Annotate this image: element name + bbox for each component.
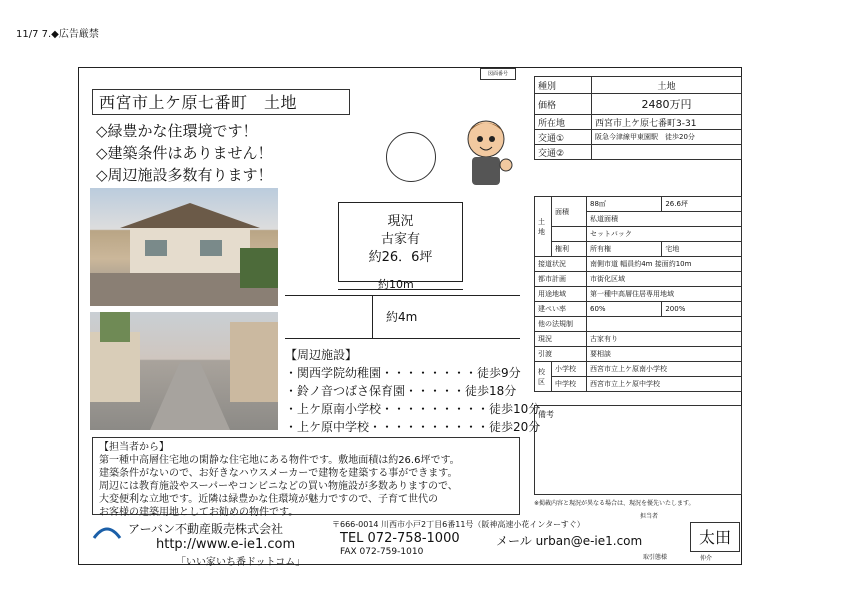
- north-arrow-icon: [387, 133, 435, 181]
- handover-value: 要相談: [587, 347, 742, 362]
- feature-bullets: [96, 120, 273, 186]
- company-slogan: 「いい家いち番ドットコム」: [176, 557, 306, 568]
- traffic-label: 交通①: [535, 130, 592, 145]
- private-road-label: 私道面積: [587, 212, 742, 227]
- road-dimension-line: [372, 296, 373, 338]
- use-value: 第一種中高層住居専用地域: [587, 287, 742, 302]
- disclaimer: ※掲載内容と現況が異なる場合は、現況を優先いたします。: [534, 500, 695, 507]
- surroundings-title: 【周辺施設】: [285, 348, 358, 362]
- other-label: 他の法規制: [535, 317, 587, 332]
- area-value: 88㎡: [587, 197, 662, 212]
- use-label: 用途地域: [535, 287, 587, 302]
- fee-label: 仲介: [700, 555, 713, 562]
- status-label: 現況: [535, 332, 587, 347]
- road-value: 南側市道 幅員約4m 接面約10m: [587, 257, 742, 272]
- city-plan-label: 都市計画: [535, 272, 587, 287]
- facility-item: ・上ケ原南小学校・・・・・・・・・徒歩10分: [285, 402, 541, 416]
- traffic-value: 阪急今津線甲東園駅 徒歩20分: [592, 130, 742, 145]
- comment-line: 周辺には教育施設やスーパーやコンビニなどの買い物施設が多数ありますので、: [99, 481, 458, 492]
- traffic2-label: 交通②: [535, 145, 592, 160]
- drawing-number-box: 図面番号: [480, 68, 516, 80]
- city-plan-value: 市街化区域: [587, 272, 742, 287]
- property-summary: [534, 76, 742, 160]
- location-label: 所在地: [535, 115, 592, 130]
- company-name: アーバン不動産販売株式会社: [128, 522, 284, 536]
- staff-name: 太田: [690, 522, 740, 552]
- street-illustration: [90, 312, 278, 430]
- house-photo: [90, 188, 278, 306]
- junior-value: 西宮市立上ケ原中学校: [587, 377, 742, 392]
- setback-label: セットバック: [587, 227, 742, 242]
- note-label: 備考: [538, 410, 554, 419]
- location-value: 西宮市上ケ原七番町3-31: [592, 115, 742, 130]
- bcr-label: 建ぺい率: [535, 302, 587, 317]
- land-details: [534, 196, 742, 392]
- area-label: 面積: [552, 197, 587, 227]
- comment-title: 【担当者から】: [99, 442, 169, 453]
- status-value: 古家有り: [587, 332, 742, 347]
- bullet-item: ◇建築条件はありません！: [96, 144, 273, 162]
- road-width-label: 約4m: [386, 310, 418, 324]
- company-fax: FAX 072-759-1010: [340, 547, 424, 557]
- frontage-label: 約10m: [378, 278, 414, 291]
- company-logo-icon: [92, 520, 122, 540]
- elem-label: 小学校: [552, 362, 587, 377]
- price-label: 価格: [535, 94, 592, 115]
- lot-diagram: [338, 202, 463, 282]
- north-compass: [386, 132, 436, 182]
- page-title: 西宮市上ケ原七番町 土地: [92, 89, 350, 115]
- road-line-top: [285, 295, 520, 296]
- bullet-item: ◇緑豊かな住環境です！: [96, 122, 258, 140]
- chimoku-value: 宅地: [662, 242, 742, 257]
- street-photo: [90, 312, 278, 430]
- comment-line: 大変便利な立地です。近隣は緑豊かな住環境が魅力ですので、子育て世代の: [99, 494, 438, 505]
- type-value: 土地: [592, 77, 742, 94]
- far-value: 200%: [662, 302, 742, 317]
- lot-area: 約26．6坪: [368, 250, 433, 265]
- company-tel: TEL 072-758-1000: [340, 531, 460, 546]
- bcr-value: 60%: [587, 302, 662, 317]
- surrounding-facilities: [285, 346, 540, 436]
- staff-comment: [92, 437, 520, 518]
- comment-line: 第一種中高層住宅地の閑静な住宅地にある物件です。敷地面積は約26.6坪です。: [99, 455, 460, 466]
- school-label: 校区: [535, 362, 552, 392]
- company-url[interactable]: http://www.e-ie1.com: [156, 537, 296, 552]
- company-address: 〒666-0014 川西市小戸2丁目6番11号（阪神高速小花インターすぐ）: [332, 520, 585, 529]
- handover-label: 引渡: [535, 347, 587, 362]
- right-label: 権利: [552, 242, 587, 257]
- remarks-box: [534, 405, 742, 495]
- lot-house: 古家有: [380, 232, 420, 247]
- facility-item: ・上ケ原中学校・・・・・・・・・・徒歩20分: [285, 420, 541, 434]
- mascot-character: [458, 115, 518, 190]
- document-header: 11/7 7.◆広告厳禁: [16, 29, 99, 40]
- right-value: 所有権: [587, 242, 662, 257]
- elem-value: 西宮市立上ケ原南小学校: [587, 362, 742, 377]
- mascot-icon: [458, 115, 518, 190]
- house-illustration: [90, 188, 278, 306]
- lot-status: 現況: [387, 214, 414, 229]
- facility-item: ・鈴ノ音つばさ保育園・・・・・徒歩18分: [285, 384, 517, 398]
- area-tsubo: 26.6坪: [662, 197, 742, 212]
- junior-label: 中学校: [552, 377, 587, 392]
- company-mail[interactable]: メール urban@e-ie1.com: [496, 534, 643, 548]
- comment-line: 建築条件がないので、お好きなハウスメーカーで建物を建築する事ができます。: [99, 468, 458, 479]
- road-label: 接道状況: [535, 257, 587, 272]
- license-label: 取引態様: [643, 554, 668, 561]
- type-label: 種別: [535, 77, 592, 94]
- staff-label: 担当者: [640, 513, 659, 520]
- facility-item: ・関西学院幼稚園・・・・・・・・徒歩9分: [285, 366, 521, 380]
- bullet-item: ◇周辺施設多数有ります！: [96, 166, 273, 184]
- company-logo: [92, 520, 122, 540]
- land-label: 土地: [535, 197, 552, 257]
- road-line-bottom: [285, 338, 520, 339]
- comment-line: お客様の建築用地としてお勧めの物件です。: [99, 507, 299, 518]
- price-value: 2480万円: [592, 94, 742, 115]
